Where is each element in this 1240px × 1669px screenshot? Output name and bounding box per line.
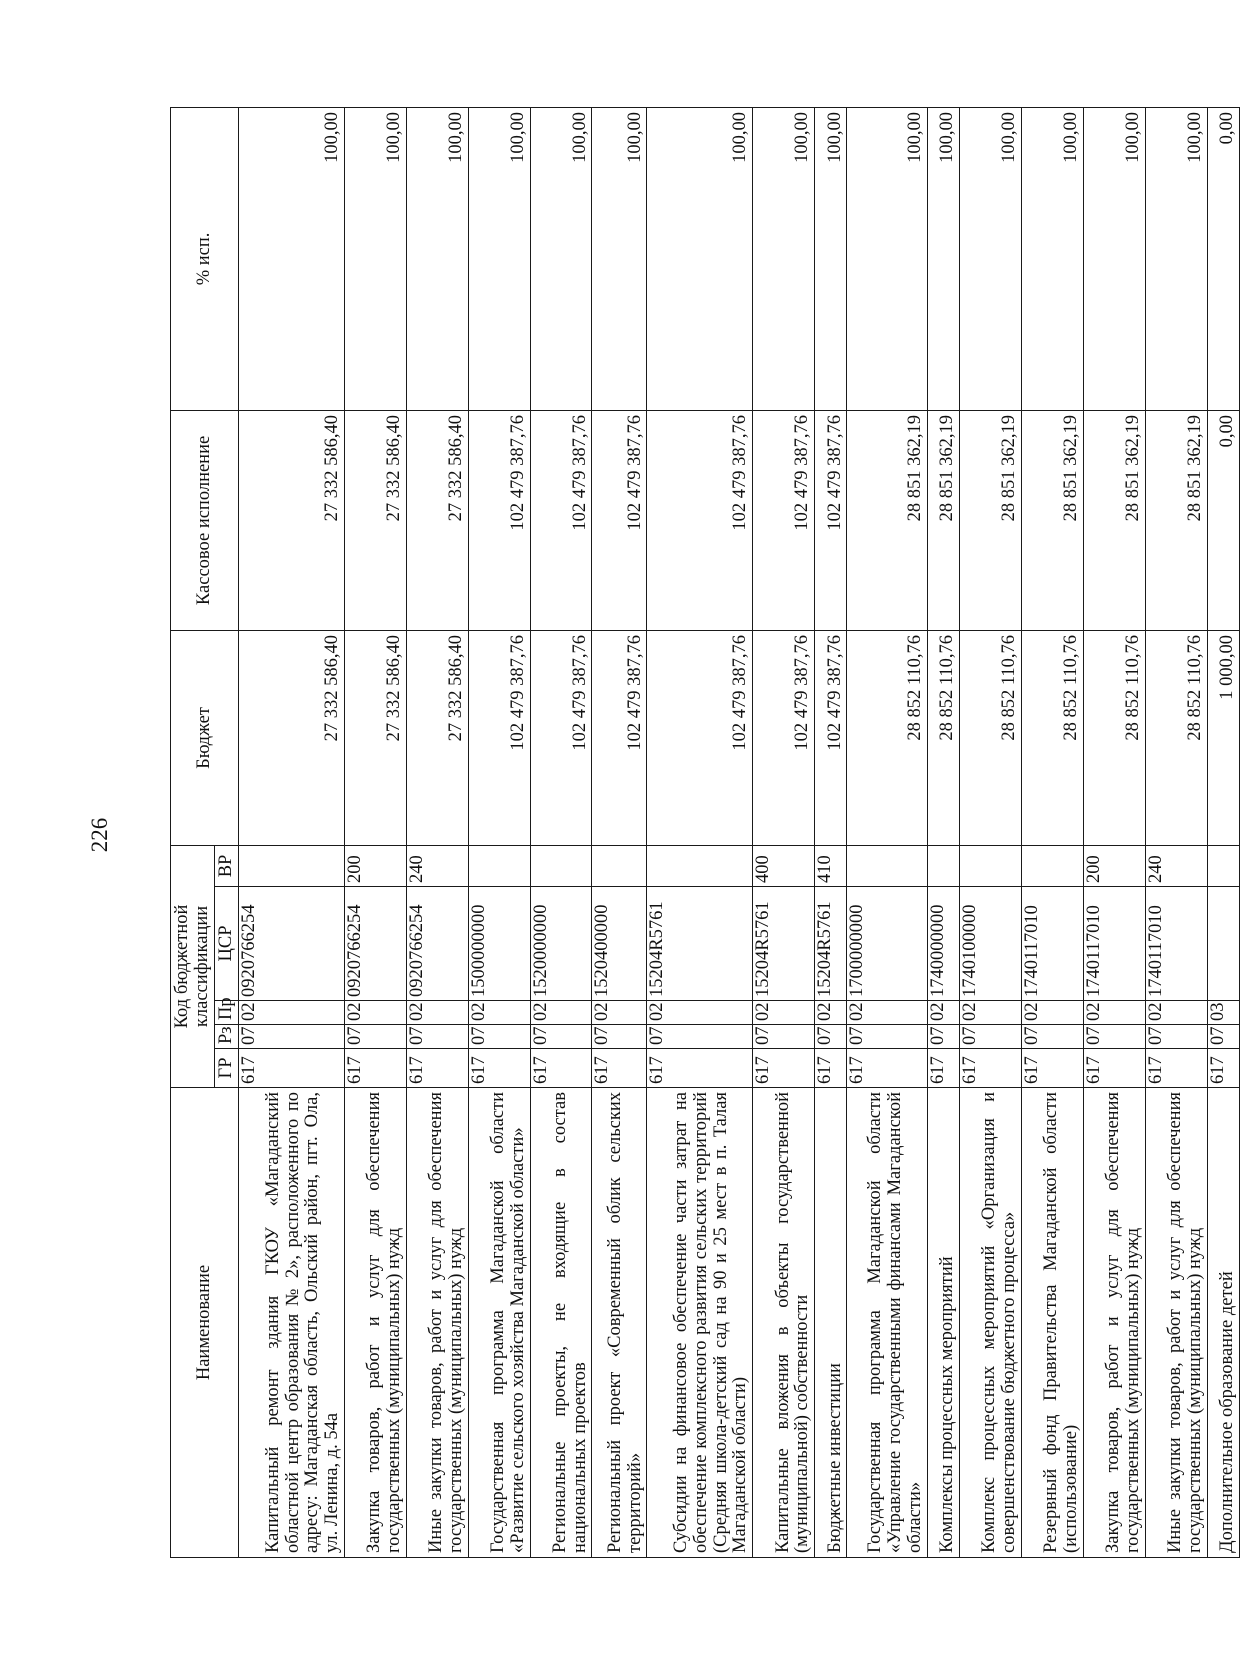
row-budget: 27 332 586,40 xyxy=(344,630,406,845)
row-vr: 200 xyxy=(1083,845,1145,886)
row-gr: 617 xyxy=(753,1049,815,1088)
row-pr: 02 xyxy=(1021,1001,1083,1025)
row-name: Капитальные вложения в объекты государственной (муниципальной) собственности xyxy=(753,1088,815,1558)
row-cash: 28 851 362,19 xyxy=(1083,410,1145,630)
row-rz: 07 xyxy=(406,1025,468,1049)
row-pct: 100,00 xyxy=(753,107,815,410)
table-row xyxy=(960,107,1022,1557)
row-pr: 02 xyxy=(1145,1001,1207,1025)
row-pct: 100,00 xyxy=(530,107,592,410)
row-rz: 07 xyxy=(530,1025,592,1049)
row-gr: 617 xyxy=(815,1049,847,1088)
row-gr: 617 xyxy=(1083,1049,1145,1088)
row-csr: 0920766254 xyxy=(344,887,406,1001)
row-rz: 07 xyxy=(1145,1025,1207,1049)
row-cash: 102 479 387,76 xyxy=(592,410,647,630)
row-name: Субсидии на финансовое обеспечение части затрат на обеспечение комплексного развития сельских территорий (Средняя школа-детский сад на 90 и 25 мест в п. Талая Магаданской области) xyxy=(647,1088,753,1558)
row-gr: 617 xyxy=(927,1049,959,1088)
table-row xyxy=(1145,107,1207,1557)
row-gr: 617 xyxy=(1021,1049,1083,1088)
row-name: Государственная программа Магаданской области «Управление государственными финансами Магаданской области» xyxy=(847,1088,927,1558)
header-vr: ВР xyxy=(215,845,239,886)
row-budget: 27 332 586,40 xyxy=(239,630,345,845)
row-pct: 100,00 xyxy=(960,107,1022,410)
table-row xyxy=(647,107,753,1557)
row-budget: 28 852 110,76 xyxy=(1145,630,1207,845)
row-budget: 28 852 110,76 xyxy=(960,630,1022,845)
row-pct: 100,00 xyxy=(1021,107,1083,410)
table-body xyxy=(239,107,1240,1557)
row-pct: 100,00 xyxy=(468,107,530,410)
row-name: Капитальный ремонт здания ГКОУ «Магаданский областной центр образования № 2», расположенного по адресу: Магаданская область, Ольский район, пгт. Ола, ул. Ленина, д. 54а xyxy=(239,1088,345,1558)
row-name: Закупка товаров, работ и услуг для обеспечения государственных (муниципальных) нужд xyxy=(344,1088,406,1558)
row-rz: 07 xyxy=(1083,1025,1145,1049)
row-vr xyxy=(1021,845,1083,886)
row-cash: 28 851 362,19 xyxy=(960,410,1022,630)
row-cash: 0,00 xyxy=(1207,410,1239,630)
row-budget: 102 479 387,76 xyxy=(647,630,753,845)
row-pr: 02 xyxy=(406,1001,468,1025)
row-vr: 400 xyxy=(753,845,815,886)
row-vr: 200 xyxy=(344,845,406,886)
row-budget: 102 479 387,76 xyxy=(530,630,592,845)
row-name: Иные закупки товаров, работ и услуг для обеспечения государственных (муниципальных) нужд xyxy=(1145,1088,1207,1558)
row-csr: 1740117010 xyxy=(1145,887,1207,1001)
row-name: Комплекс процессных мероприятий «Организация и совершенствование бюджетного процесса» xyxy=(960,1088,1022,1558)
row-cash: 28 851 362,19 xyxy=(1145,410,1207,630)
row-gr: 617 xyxy=(344,1049,406,1088)
row-vr xyxy=(530,845,592,886)
row-rz: 07 xyxy=(592,1025,647,1049)
row-cash: 102 479 387,76 xyxy=(753,410,815,630)
row-pct: 100,00 xyxy=(344,107,406,410)
row-name: Резервный фонд Правительства Магаданской области (использование) xyxy=(1021,1088,1083,1558)
row-vr xyxy=(927,845,959,886)
row-gr: 617 xyxy=(1207,1049,1239,1088)
row-budget: 1 000,00 xyxy=(1207,630,1239,845)
row-gr: 617 xyxy=(239,1049,345,1088)
row-pct: 100,00 xyxy=(927,107,959,410)
row-pr: 02 xyxy=(239,1001,345,1025)
row-cash: 28 851 362,19 xyxy=(1021,410,1083,630)
row-pct: 100,00 xyxy=(592,107,647,410)
row-csr: 0920766254 xyxy=(239,887,345,1001)
row-rz: 07 xyxy=(847,1025,927,1049)
table-row xyxy=(1021,107,1083,1557)
row-csr xyxy=(1207,887,1239,1001)
row-gr: 617 xyxy=(530,1049,592,1088)
row-budget: 28 852 110,76 xyxy=(1083,630,1145,845)
row-pr: 02 xyxy=(753,1001,815,1025)
row-pr: 02 xyxy=(815,1001,847,1025)
row-budget: 28 852 110,76 xyxy=(1021,630,1083,845)
row-vr xyxy=(239,845,345,886)
row-gr: 617 xyxy=(468,1049,530,1088)
row-vr: 240 xyxy=(1145,845,1207,886)
row-pr: 03 xyxy=(1207,1001,1239,1025)
row-cash: 102 479 387,76 xyxy=(468,410,530,630)
row-csr: 1740117010 xyxy=(1021,887,1083,1001)
row-csr: 1700000000 xyxy=(847,887,927,1001)
row-gr: 617 xyxy=(592,1049,647,1088)
table-row xyxy=(344,107,406,1557)
row-cash: 27 332 586,40 xyxy=(406,410,468,630)
header-pr: Пр xyxy=(215,1001,239,1025)
row-cash: 27 332 586,40 xyxy=(344,410,406,630)
row-gr: 617 xyxy=(847,1049,927,1088)
row-pct: 100,00 xyxy=(406,107,468,410)
row-rz: 07 xyxy=(960,1025,1022,1049)
row-rz: 07 xyxy=(239,1025,345,1049)
row-pr: 02 xyxy=(960,1001,1022,1025)
row-vr xyxy=(468,845,530,886)
table-row xyxy=(847,107,927,1557)
row-cash: 27 332 586,40 xyxy=(239,410,345,630)
row-name: Комплексы процессных мероприятий xyxy=(927,1088,959,1558)
row-budget: 102 479 387,76 xyxy=(468,630,530,845)
row-name: Региональные проекты, не входящие в состав национальных проектов xyxy=(530,1088,592,1558)
row-rz: 07 xyxy=(344,1025,406,1049)
row-pr: 02 xyxy=(468,1001,530,1025)
row-gr: 617 xyxy=(1145,1049,1207,1088)
rotated-table-wrapper xyxy=(170,108,1240,1558)
row-rz: 07 xyxy=(815,1025,847,1049)
row-pr: 02 xyxy=(647,1001,753,1025)
row-budget: 28 852 110,76 xyxy=(927,630,959,845)
row-rz: 07 xyxy=(1021,1025,1083,1049)
row-csr: 1740000000 xyxy=(927,887,959,1001)
row-cash: 28 851 362,19 xyxy=(927,410,959,630)
row-vr xyxy=(1207,845,1239,886)
header-budget: Бюджет xyxy=(171,630,239,845)
table-row xyxy=(753,107,815,1557)
header-rz: Рз xyxy=(215,1025,239,1049)
row-csr: 1500000000 xyxy=(468,887,530,1001)
row-budget: 27 332 586,40 xyxy=(406,630,468,845)
row-pct: 100,00 xyxy=(815,107,847,410)
header-gr: ГР xyxy=(215,1049,239,1088)
page-number: 226 xyxy=(87,817,112,853)
row-budget: 102 479 387,76 xyxy=(592,630,647,845)
row-name: Дополнительное образование детей xyxy=(1207,1088,1239,1558)
row-name: Закупка товаров, работ и услуг для обеспечения государственных (муниципальных) нужд xyxy=(1083,1088,1145,1558)
row-budget: 102 479 387,76 xyxy=(753,630,815,845)
row-csr: 0920766254 xyxy=(406,887,468,1001)
budget-table xyxy=(170,107,1240,1558)
row-pr: 02 xyxy=(1083,1001,1145,1025)
row-budget: 28 852 110,76 xyxy=(847,630,927,845)
row-vr xyxy=(592,845,647,886)
row-csr: 1740100000 xyxy=(960,887,1022,1001)
row-vr: 240 xyxy=(406,845,468,886)
header-code-group: Код бюджетной классификации xyxy=(171,845,215,1087)
row-vr xyxy=(847,845,927,886)
row-pct: 100,00 xyxy=(1083,107,1145,410)
row-vr: 410 xyxy=(815,845,847,886)
row-name: Государственная программа Магаданской области «Развитие сельского хозяйства Магаданской области» xyxy=(468,1088,530,1558)
header-csr: ЦСР xyxy=(215,887,239,1001)
row-pct: 100,00 xyxy=(847,107,927,410)
row-csr: 15204R5761 xyxy=(753,887,815,1001)
row-rz: 07 xyxy=(927,1025,959,1049)
row-csr: 1520000000 xyxy=(530,887,592,1001)
table-header xyxy=(171,107,239,1557)
row-csr: 15204R5761 xyxy=(815,887,847,1001)
row-pr: 02 xyxy=(530,1001,592,1025)
row-csr: 15204R5761 xyxy=(647,887,753,1001)
row-budget: 102 479 387,76 xyxy=(815,630,847,845)
row-csr: 1740117010 xyxy=(1083,887,1145,1001)
row-pr: 02 xyxy=(847,1001,927,1025)
row-pct: 100,00 xyxy=(647,107,753,410)
row-gr: 617 xyxy=(647,1049,753,1088)
table-row xyxy=(592,107,647,1557)
row-name: Бюджетные инвестиции xyxy=(815,1088,847,1558)
table-row xyxy=(815,107,847,1557)
table-row xyxy=(406,107,468,1557)
row-gr: 617 xyxy=(960,1049,1022,1088)
row-name: Региональный проект «Современный облик сельских территорий» xyxy=(592,1088,647,1558)
header-name: Наименование xyxy=(171,1088,239,1558)
row-csr: 1520400000 xyxy=(592,887,647,1001)
row-rz: 07 xyxy=(753,1025,815,1049)
row-cash: 102 479 387,76 xyxy=(530,410,592,630)
row-vr xyxy=(960,845,1022,886)
table-row xyxy=(1083,107,1145,1557)
row-pct: 100,00 xyxy=(1145,107,1207,410)
table-row xyxy=(530,107,592,1557)
table-row xyxy=(239,107,345,1557)
row-cash: 102 479 387,76 xyxy=(815,410,847,630)
row-pct: 0,00 xyxy=(1207,107,1239,410)
table-row xyxy=(468,107,530,1557)
row-cash: 102 479 387,76 xyxy=(647,410,753,630)
row-pr: 02 xyxy=(927,1001,959,1025)
row-rz: 07 xyxy=(647,1025,753,1049)
row-vr xyxy=(647,845,753,886)
table-row xyxy=(1207,107,1239,1557)
row-cash: 28 851 362,19 xyxy=(847,410,927,630)
header-pct: % исп. xyxy=(171,107,239,410)
row-rz: 07 xyxy=(1207,1025,1239,1049)
row-pct: 100,00 xyxy=(239,107,345,410)
row-name: Иные закупки товаров, работ и услуг для обеспечения государственных (муниципальных) нужд xyxy=(406,1088,468,1558)
row-gr: 617 xyxy=(406,1049,468,1088)
header-cash: Кассовое исполнение xyxy=(171,410,239,630)
row-pr: 02 xyxy=(592,1001,647,1025)
row-pr: 02 xyxy=(344,1001,406,1025)
row-rz: 07 xyxy=(468,1025,530,1049)
table-row xyxy=(927,107,959,1557)
